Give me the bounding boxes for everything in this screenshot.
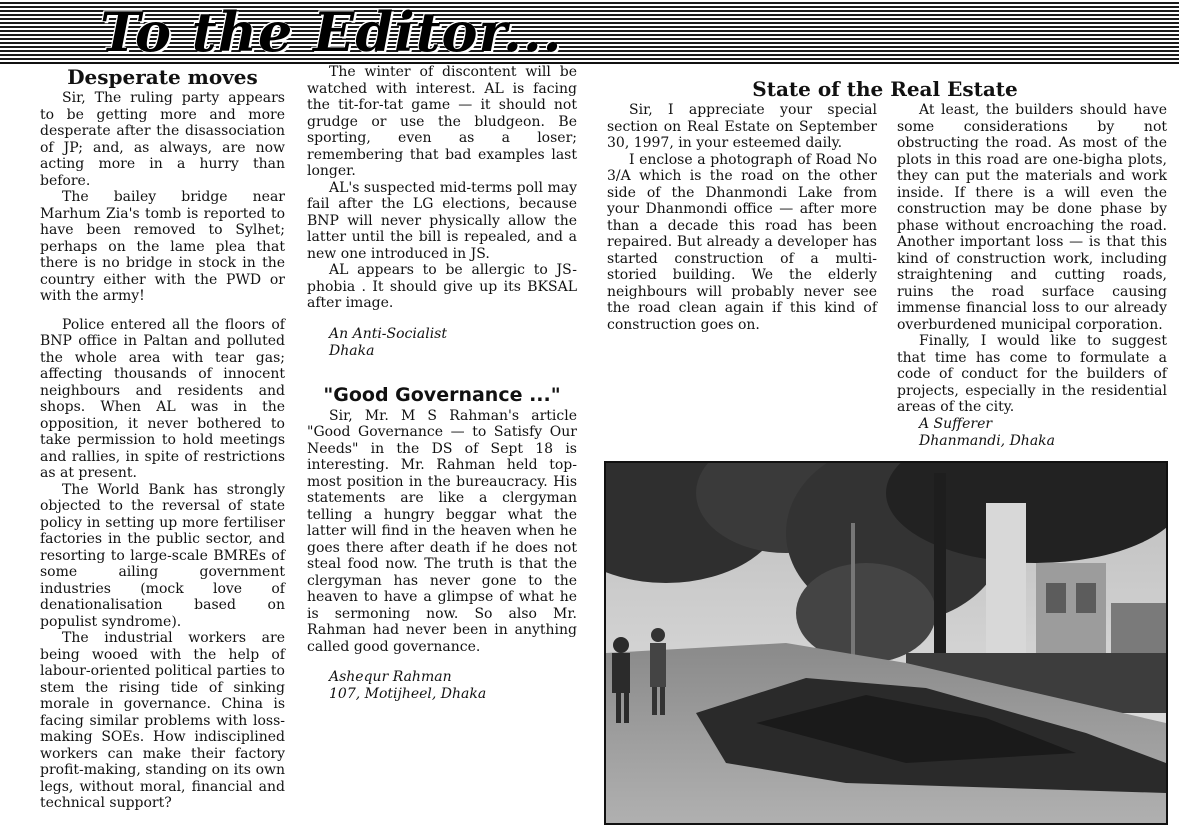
letter-real-estate-column-2 <box>897 102 1167 450</box>
paragraph: Sir, The ruling party appears to be getting more and more desperate after the disassociation of JP; and, as always, are now acting more in a hurry than before. <box>40 90 285 189</box>
paragraph: I enclose a photograph of Road No 3/A which is the road on the other side of the Dhanmondi Lake from your Dhanmondi office — after more than a decade this road has been repaired. But already a developer has started construction of a multi-storied building. We the elderly neighbours will probably never see the road clean again if this kind of construction goes on. <box>607 151 877 333</box>
signature-place: 107, Motijheel, Dhaka <box>329 686 487 702</box>
signature-name: A Sufferer <box>919 415 993 432</box>
headline-real-estate: State of the Real Estate <box>752 77 1018 101</box>
paragraph: The bailey bridge near Marhum Zia's tomb is reported to have been removed to Sylhet; perhaps on the lame plea that there is no bridge in stock in the country either with the PWD or with the army! <box>40 189 285 304</box>
paragraph: Police entered all the floors of BNP office in Paltan and polluted the whole area with tear gas; affecting thousands of innocent neighbours and residents and shops. When AL was in the opposition, it never bothered to take permission to hold meetings and rallies, in spite of restrictions as at present. <box>40 316 285 481</box>
paragraph: At least, the builders should have some considerations by not obstructing the road. As most of the plots in this road are one-bigha plots, they can put the materials and work inside. If there is a will even the construction may be done phase by phase without encroaching the road. Another important loss — is that this kind of construction work, including straightening and cutting roads, ruins the road surface causing immense financial loss to our already overburdened municipal corporation. <box>897 102 1167 333</box>
photo-illustration <box>606 463 1166 823</box>
paragraph: Sir, Mr. M S Rahman's article "Good Governance — to Satisfy Our Needs" in the DS of Sept 18 is interesting. Mr. Rahman held top-most position in the bureaucracy. His statements are like a clergyman telling a hungry beggar what the latter will find in the heaven when he goes there after death if he does not steal food now. The truth is that the clergyman has never gone to the heaven to have a glimpse of what he is sermoning now. So also Mr. Rahman had never been in anything called good governance. <box>307 407 577 655</box>
paragraph: The industrial workers are being wooed with the help of labour-oriented political parties to stem the rising tide of sinking morale in governance. China is facing similar problems with loss-making SOEs. How indisciplined workers can make their factory profit-making, standing on its own legs, without moral, financial and technical support? <box>40 630 285 811</box>
headline-good-governance: "Good Governance ..." <box>323 383 561 406</box>
paragraph: AL appears to be allergic to JS-phobia . It should give up its BKSAL after image. <box>307 262 577 311</box>
paragraph: Sir, I appreciate your special section on Real Estate on September 30, 1997, in your esteemed daily. <box>607 102 877 151</box>
column-2 <box>307 64 577 703</box>
paragraph: Finally, I would like to suggest that time has come to formulate a code of conduct for the builders of projects, especially in the residential areas of the city. <box>897 333 1167 415</box>
letter-real-estate-column-1 <box>607 102 877 333</box>
section-title: To the Editor... <box>100 0 563 64</box>
signature-place: Dhaka <box>329 342 375 359</box>
masthead-banner <box>0 0 1179 64</box>
signature-place: Dhanmandi, Dhaka <box>919 432 1056 449</box>
paragraph: The winter of discontent will be watched with interest. AL is facing the tit-for-tat game — it should not grudge or use the bludgeon. Be sporting, even as a loser; remembering that bad examples last longer. <box>307 64 577 179</box>
letter-desperate-moves-column-1 <box>40 64 285 812</box>
headline-desperate-moves: Desperate moves <box>67 65 258 89</box>
road-construction-photo <box>604 461 1168 825</box>
signature-name: Ashequr Rahman <box>329 669 452 685</box>
paragraph: AL's suspected mid-terms poll may fail after the LG elections, because BNP will never physically allow the latter until the bill is repealed, and a new one introduced in JS. <box>307 179 577 262</box>
paragraph: The World Bank has strongly objected to the reversal of state policy in setting up more fertiliser factories in the public sector, and resorting to large-scale BMREs of some ailing government industries (mock love of denationalisation based on populist syndrome). <box>40 481 285 630</box>
signature-name: An Anti-Socialist <box>329 325 447 342</box>
